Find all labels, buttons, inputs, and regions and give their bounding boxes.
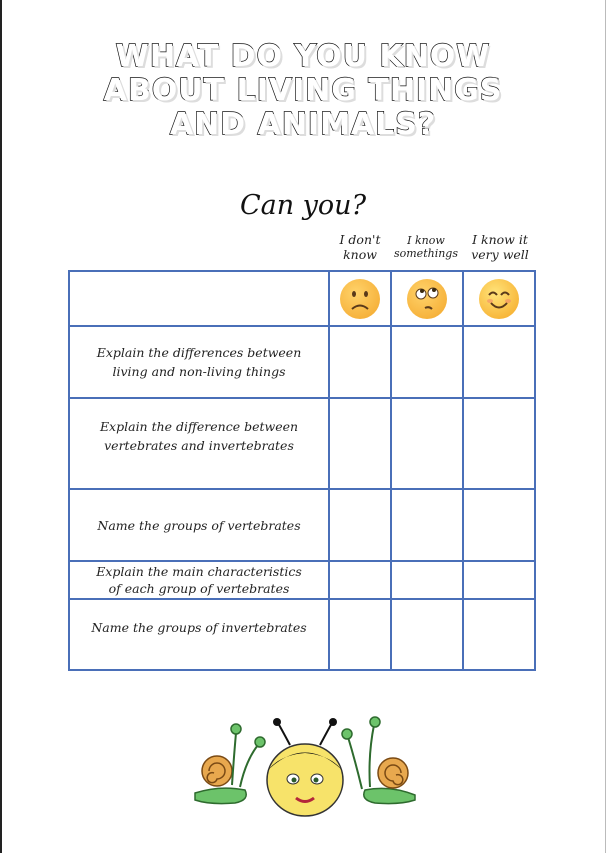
thinking-face-cell xyxy=(391,271,463,326)
row-statement-line-2: living and non-living things xyxy=(112,364,286,379)
answer-cell-know-some[interactable] xyxy=(391,561,463,599)
answer-cell-know-some[interactable] xyxy=(391,489,463,561)
answer-cell-know-well[interactable] xyxy=(463,326,535,398)
table-row xyxy=(69,599,535,670)
smiling-face-cell xyxy=(463,271,535,326)
self-assessment-table xyxy=(68,270,536,671)
row-statement-line-1: Explain the difference between xyxy=(99,419,299,434)
row-statement-line-2: vertebrates and invertebrates xyxy=(104,438,294,453)
page-left-edge xyxy=(0,0,2,853)
answer-cell-know-well[interactable] xyxy=(463,561,535,599)
row-statement-line-1: Explain the main characteristics xyxy=(96,564,302,579)
worksheet-title xyxy=(60,40,546,142)
answer-cell-know-some[interactable] xyxy=(391,599,463,670)
title-line-2: ABOUT LIVING THINGS xyxy=(103,73,503,108)
row-statement xyxy=(69,326,329,398)
thinking-face-icon xyxy=(407,279,447,319)
answer-cell-know-well[interactable] xyxy=(463,489,535,561)
sad-face-cell xyxy=(329,271,391,326)
answer-cell-dont-know[interactable] xyxy=(329,326,391,398)
answer-cell-know-some[interactable] xyxy=(391,398,463,489)
column-header-line-1: I don't xyxy=(339,232,381,247)
sad-face-icon xyxy=(340,279,380,319)
answer-cell-dont-know[interactable] xyxy=(329,561,391,599)
answer-cell-know-well[interactable] xyxy=(463,398,535,489)
table-row xyxy=(69,489,535,561)
subtitle: Can you? xyxy=(239,190,367,221)
answer-cell-dont-know[interactable] xyxy=(329,599,391,670)
row-statement-line-2: of each group of vertebrates xyxy=(108,581,290,596)
row-statement xyxy=(69,599,329,670)
snail-right-icon xyxy=(342,717,415,804)
title-line-3: AND ANIMALS? xyxy=(169,107,437,142)
answer-cell-know-some[interactable] xyxy=(391,326,463,398)
bee-girl-icon xyxy=(267,718,343,816)
column-header-know-some xyxy=(388,234,464,260)
column-header-line-2: know xyxy=(343,247,377,262)
table-row xyxy=(69,326,535,398)
row-statement-line-1: Name the groups of invertebrates xyxy=(91,620,307,635)
answer-cell-dont-know[interactable] xyxy=(329,398,391,489)
row-statement xyxy=(69,398,329,489)
table-header-row xyxy=(69,271,535,326)
row-statement-line-1: Name the groups of vertebrates xyxy=(97,517,301,533)
smiling-face-icon xyxy=(479,279,519,319)
table-row xyxy=(69,561,535,599)
snail-left-icon xyxy=(195,724,265,804)
row-statement-line-1: Explain the differences between xyxy=(96,345,302,360)
mascot-illustration xyxy=(190,715,420,825)
column-header-line-1: I know it xyxy=(472,232,528,247)
table-row xyxy=(69,398,535,489)
row-statement xyxy=(69,561,329,599)
column-header-line-1: I know xyxy=(407,234,445,247)
answer-cell-know-well[interactable] xyxy=(463,599,535,670)
column-header-line-2: somethings xyxy=(393,247,458,260)
row-statement xyxy=(69,489,329,561)
empty-header-cell xyxy=(69,271,329,326)
title-line-1: WHAT DO YOU KNOW xyxy=(115,39,491,74)
column-header-line-2: very well xyxy=(471,247,529,262)
answer-cell-dont-know[interactable] xyxy=(329,489,391,561)
column-header-know-well xyxy=(462,232,538,262)
column-header-dont-know xyxy=(329,232,391,262)
